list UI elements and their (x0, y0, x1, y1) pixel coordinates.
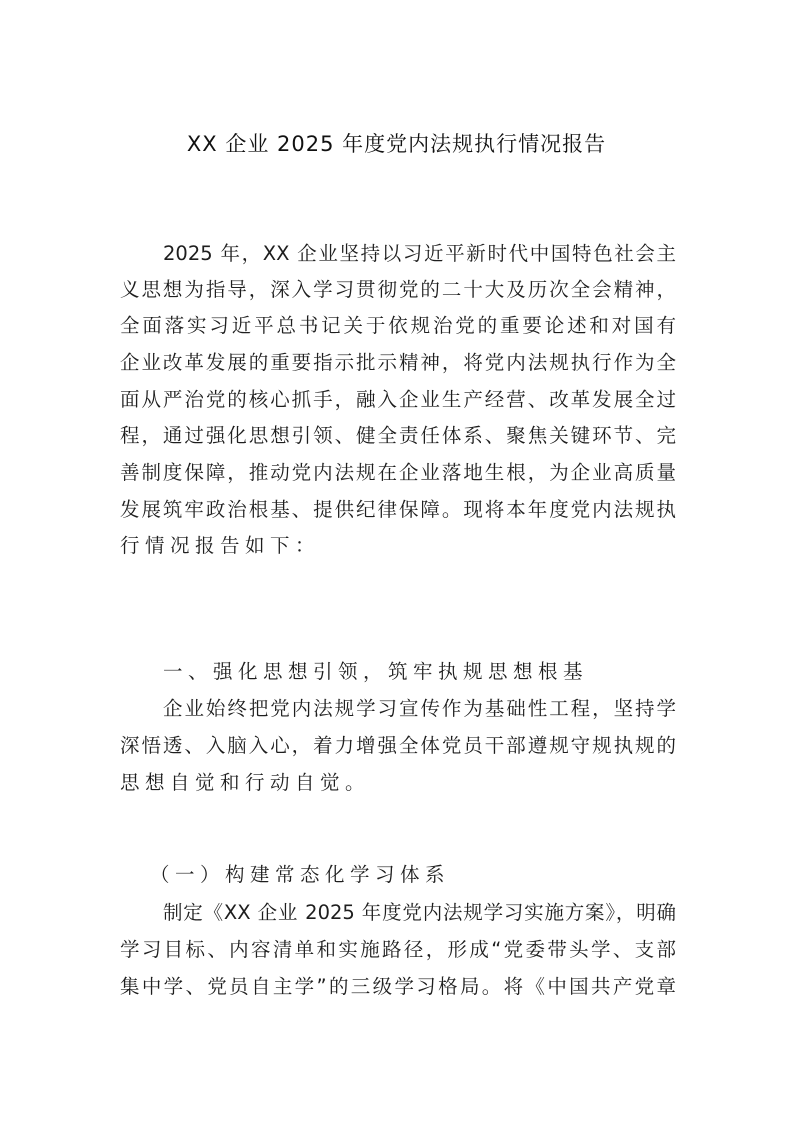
document-title: XX 企业 2025 年度党内法规执行情况报告 (186, 132, 607, 156)
intro-line: 程，通过强化思想引领、健全责任体系、聚焦关键环节、完 (120, 424, 676, 447)
intro-line: 面从严治党的核心抓手，融入企业生产经营、改革发展全过 (120, 388, 676, 411)
intro-line: 全面落实习近平总书记关于依规治党的重要论述和对国有 (120, 314, 676, 337)
intro-line: 善制度保障，推动党内法规在企业落地生根，为企业高质量 (120, 461, 676, 484)
section-line: 深悟透、入脑入心，着力增强全体党员干部遵规守规执规的 (120, 734, 676, 757)
section-line: 企业始终把党内法规学习宣传作为基础性工程，坚持学 (163, 697, 676, 720)
intro-line: 义思想为指导，深入学习贯彻党的二十大及历次全会精神， (120, 278, 676, 301)
subsection-heading: （一）构建常态化学习体系 (150, 863, 451, 886)
subsection-line: 集中学、党员自主学”的三级学习格局。将《中国共产党章 (120, 975, 676, 998)
subsection-line: 学习目标、内容清单和实施路径，形成“党委带头学、支部 (120, 938, 676, 961)
section-heading: 一、强化思想引领，筑牢执规思想根基 (163, 660, 589, 683)
section-line: 思想自觉和行动自觉。 (120, 771, 371, 794)
intro-line: 发展筑牢政治根基、提供纪律保障。现将本年度党内法规执 (120, 498, 676, 521)
subsection-line: 制定《XX 企业 2025 年度党内法规学习实施方案》，明确 (163, 901, 676, 924)
intro-line: 行情况报告如下： (120, 534, 321, 557)
intro-line: 企业改革发展的重要指示批示精神，将党内法规执行作为全 (120, 351, 676, 374)
intro-line: 2025 年，XX 企业坚持以习近平新时代中国特色社会主 (163, 242, 676, 265)
